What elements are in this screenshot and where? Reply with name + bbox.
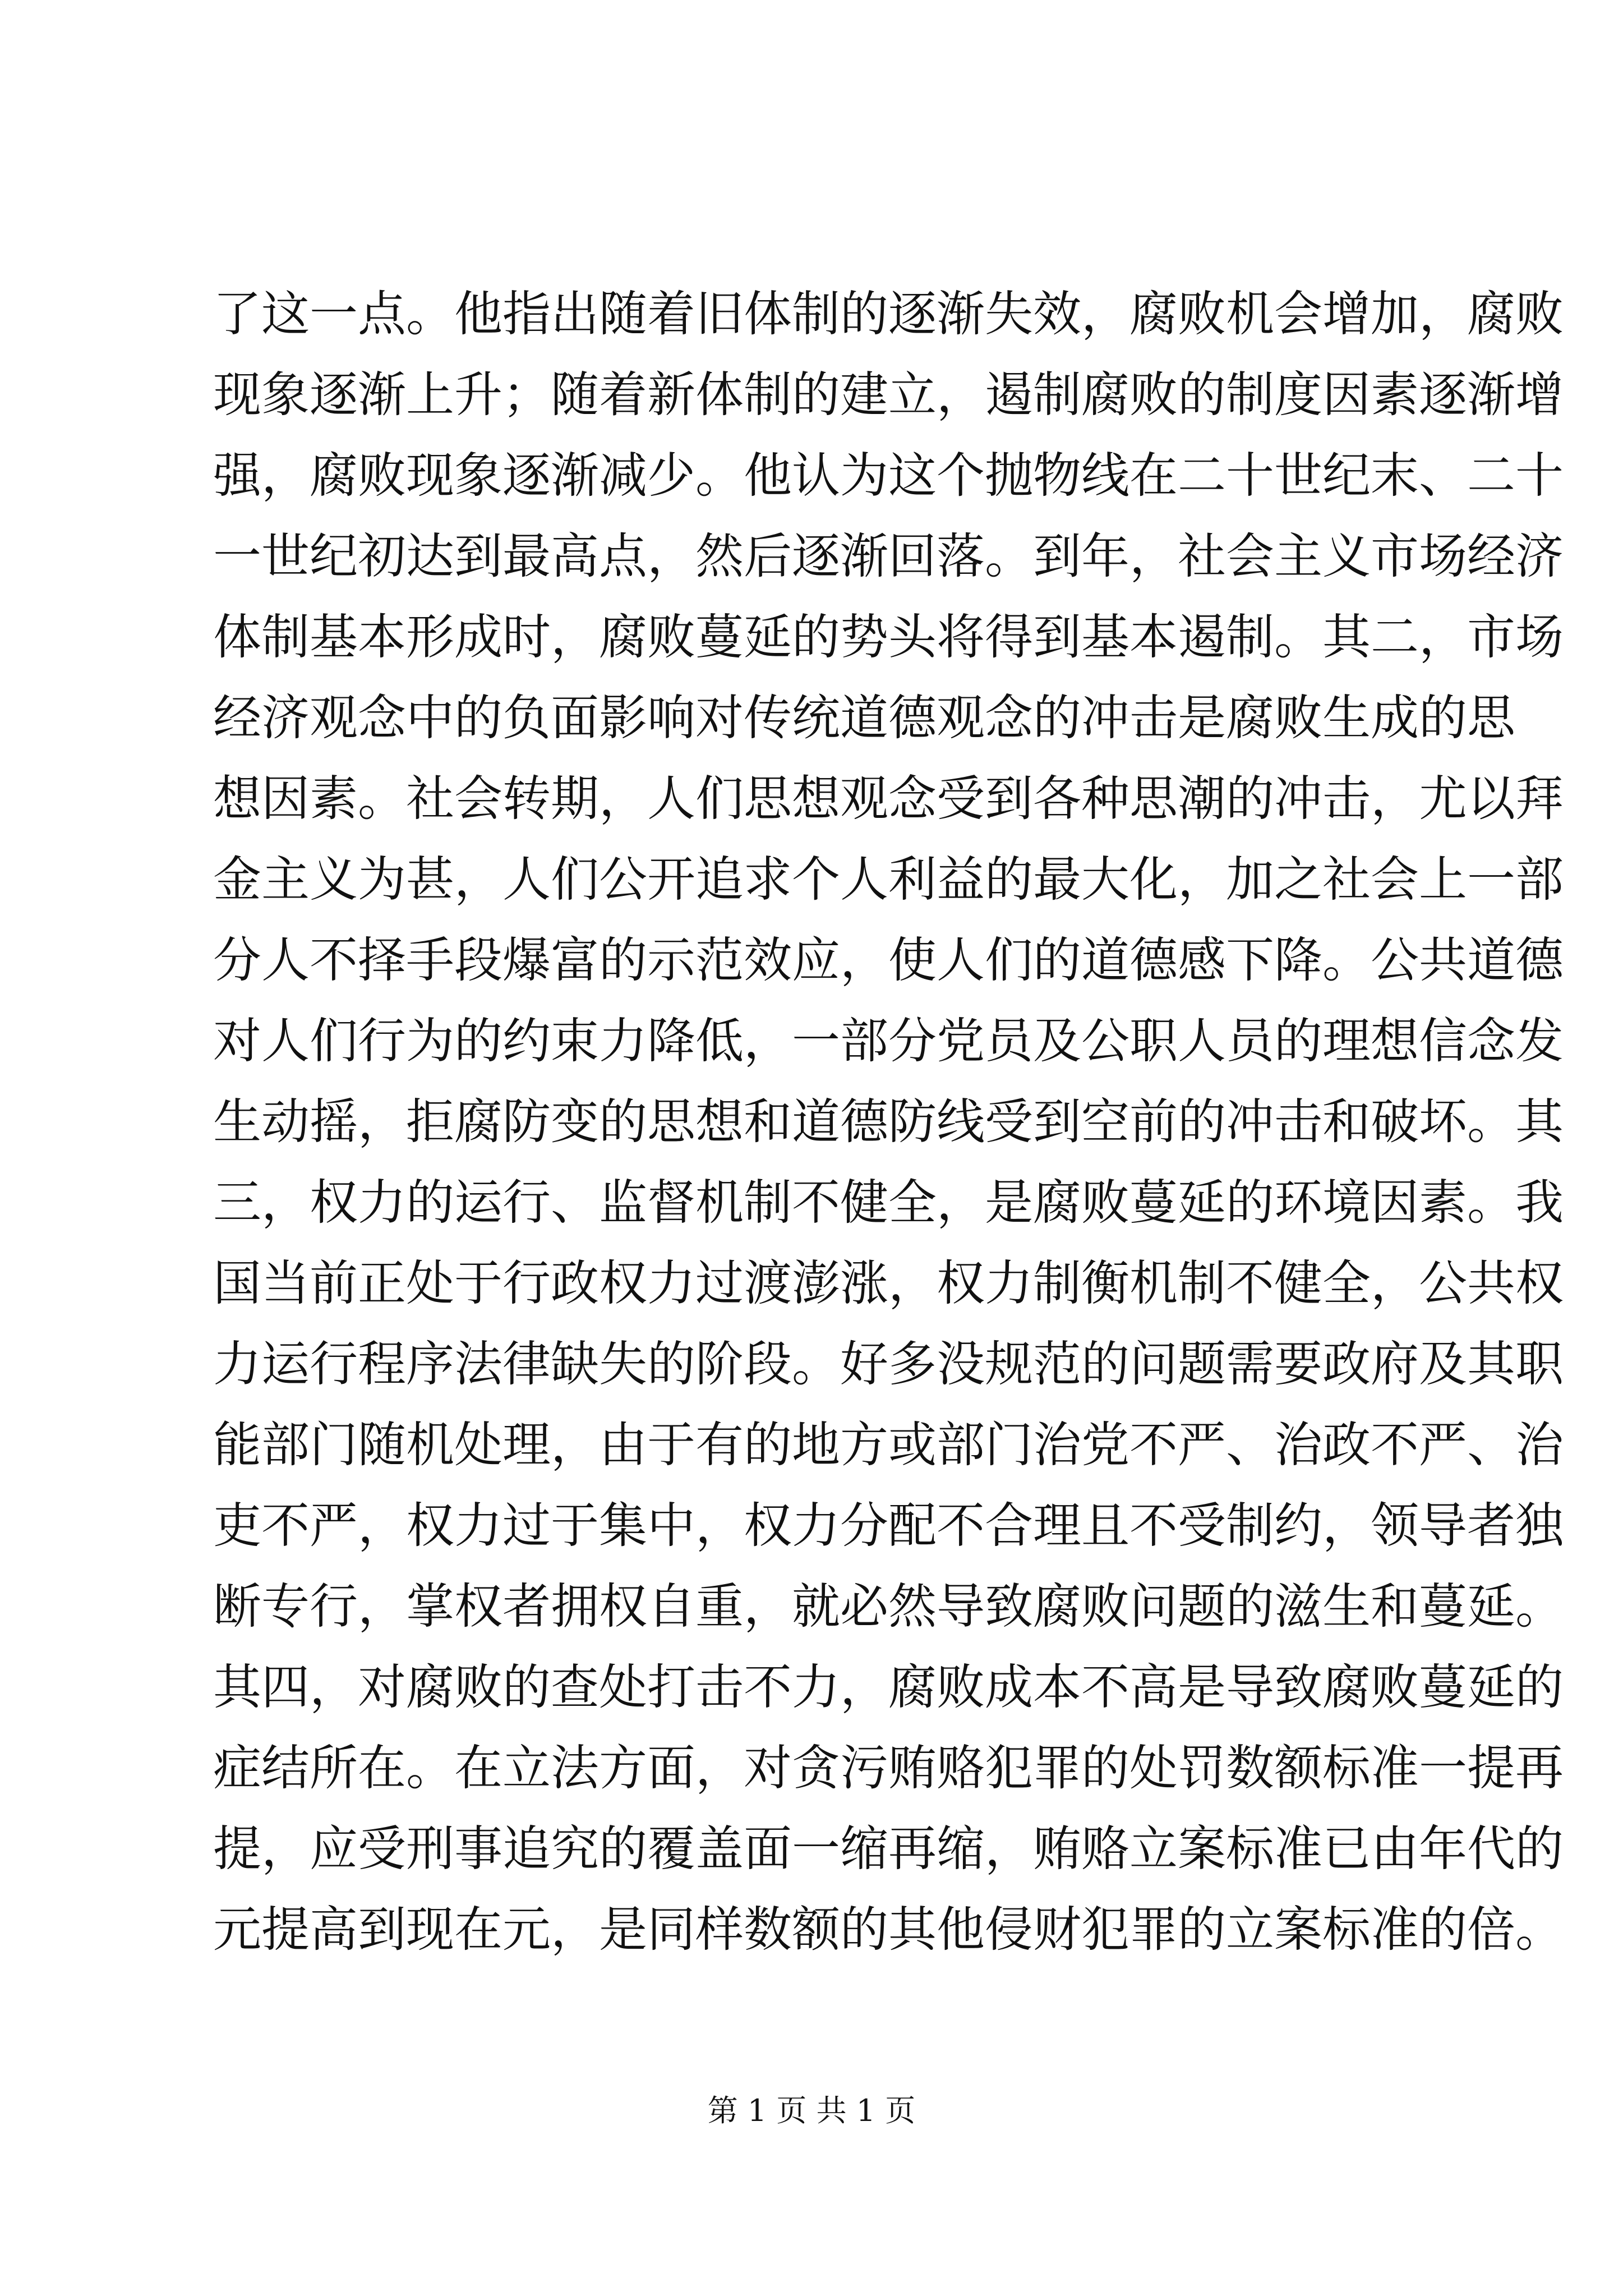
body-text	[213, 274, 1564, 1970]
text-line: 分人不择手段爆富的示范效应，使人们的道德感下降。公共道德	[213, 932, 1564, 988]
text-line: 对人们行为的约束力降低，一部分党员及公职人员的理想信念发	[213, 1013, 1564, 1069]
text-line: 三，权力的运行、监督机制不健全，是腐败蔓延的环境因素。我	[213, 1175, 1564, 1231]
text-line: 想因素。社会转期，人们思想观念受到各种思潮的冲击，尤以拜	[213, 771, 1564, 827]
text-line: 力运行程序法律缺失的阶段。好多没规范的问题需要政府及其职	[213, 1336, 1564, 1392]
text-line: 其四，对腐败的查处打击不力，腐败成本不高是导致腐败蔓延的	[213, 1659, 1564, 1715]
text-line: 国当前正处于行政权力过渡澎涨，权力制衡机制不健全，公共权	[213, 1255, 1564, 1312]
text-line: 现象逐渐上升；随着新体制的建立，遏制腐败的制度因素逐渐增	[213, 367, 1564, 423]
page-footer	[0, 2091, 1623, 2131]
page-number: 第 1 页 共 1 页	[707, 2093, 916, 2128]
text-line: 断专行，掌权者拥权自重，就必然导致腐败问题的滋生和蔓延。	[213, 1579, 1564, 1635]
text-line: 金主义为甚，人们公开追求个人利益的最大化，加之社会上一部	[213, 852, 1564, 908]
text-line: 症结所在。在立法方面，对贪污贿赂犯罪的处罚数额标准一提再	[213, 1740, 1564, 1796]
text-line: 体制基本形成时，腐败蔓延的势头将得到基本遏制。其二，市场	[213, 609, 1564, 665]
text-line: 提，应受刑事追究的覆盖面一缩再缩，贿赂立案标准已由年代的	[213, 1821, 1564, 1877]
text-line: 生动摇，拒腐防变的思想和道德防线受到空前的冲击和破坏。其	[213, 1094, 1564, 1150]
text-line: 能部门随机处理，由于有的地方或部门治党不严、治政不严、治	[213, 1417, 1564, 1473]
text-line: 经济观念中的负面影响对传统道德观念的冲击是腐败生成的思	[213, 690, 1515, 746]
text-line: 强，腐败现象逐渐减少。他认为这个抛物线在二十世纪末、二十	[213, 448, 1564, 504]
text-line: 吏不严，权力过于集中，权力分配不合理且不受制约，领导者独	[213, 1498, 1564, 1554]
text-line: 了这一点。他指出随着旧体制的逐渐失效，腐败机会增加，腐败	[213, 286, 1564, 342]
text-line: 元提高到现在元，是同样数额的其他侵财犯罪的立案标准的倍。	[213, 1902, 1564, 1958]
text-line: 一世纪初达到最高点，然后逐渐回落。到年，社会主义市场经济	[213, 528, 1564, 585]
